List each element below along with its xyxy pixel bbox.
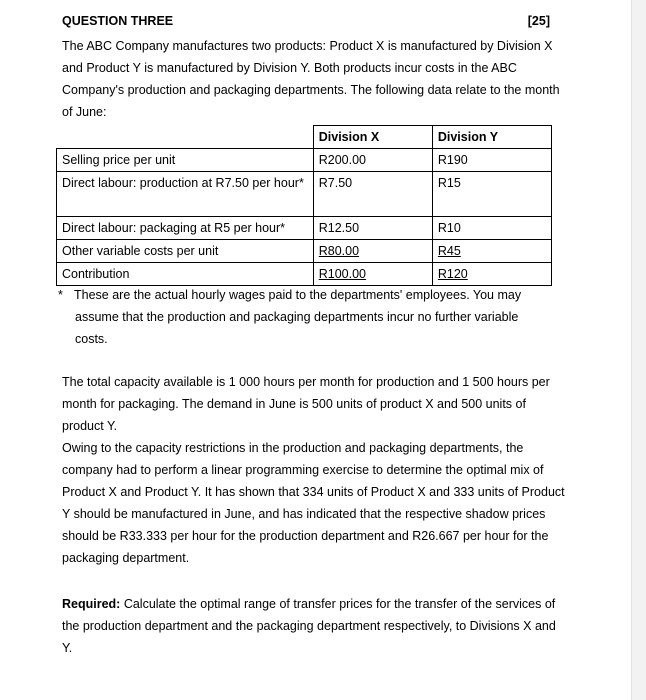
page-edge <box>631 0 646 700</box>
footnote <box>58 284 558 350</box>
linear-programming-paragraph: Owing to the capacity restrictions in the production and packaging departments, the company had to perform a linear programming exercise to determine the optimal mix of Product X and Product Y. It has shown that 334 units of Product X and 333 units of Product Y should be manufactured in June, and has indicated that the respective shadow prices should be R33.333 per hour for the production department and R26.667 per hour for the packaging department. <box>62 441 565 565</box>
required-label: Required: <box>62 597 121 611</box>
table-header-row <box>57 126 552 149</box>
footnote-line-3: costs. <box>75 332 108 346</box>
required-text: Calculate the optimal range of transfer prices for the transfer of the services of the production department and the packaging department respectively, to Divisions X and Y. <box>62 597 556 655</box>
row-label: Contribution <box>57 263 314 286</box>
table-row <box>57 217 552 240</box>
footnote-line-1 <box>58 284 558 306</box>
division-data-table <box>56 125 552 286</box>
intro-paragraph: The ABC Company manufactures two products: Product X is manufactured by Division X and Product Y is manufactured by Division Y. Both products incur costs in the ABC Company's production and packaging departments. The following data relate to the month of June: <box>62 39 560 119</box>
table-header-division-x: Division X <box>313 126 432 149</box>
question-title: QUESTION THREE <box>62 14 174 28</box>
division-x-value <box>313 240 432 263</box>
row-label: Selling price per unit <box>57 149 314 172</box>
table-row <box>57 172 552 217</box>
division-x-value: R12.50 <box>313 217 432 240</box>
question-marks: [25] <box>527 14 550 28</box>
row-label: Other variable costs per unit <box>57 240 314 263</box>
division-y-value: R10 <box>432 217 551 240</box>
table-row <box>57 263 552 286</box>
underlined-value: R120 <box>437 267 468 281</box>
division-x-value: R200.00 <box>313 149 432 172</box>
underlined-value: R80.00 <box>318 244 360 258</box>
division-y-value: R190 <box>432 149 551 172</box>
division-x-value <box>313 263 432 286</box>
table-row <box>57 240 552 263</box>
footnote-line-2: assume that the production and packaging departments incur no further variable <box>75 310 519 324</box>
footnote-marker: * <box>58 288 63 302</box>
division-y-value: R15 <box>432 172 551 217</box>
division-y-value <box>432 263 551 286</box>
footnote-text-1: These are the actual hourly wages paid to the departments' employees. You may <box>74 288 522 302</box>
table-header-division-y: Division Y <box>432 126 551 149</box>
underlined-value: R45 <box>437 244 461 258</box>
division-x-value: R7.50 <box>313 172 432 217</box>
capacity-paragraph: The total capacity available is 1 000 hours per month for production and 1 500 hours per month for packaging. The demand in June is 500 units of product X and 500 units of product Y. <box>62 375 550 433</box>
row-label: Direct labour: packaging at R5 per hour* <box>57 217 314 240</box>
row-label: Direct labour: production at R7.50 per hour* <box>57 172 314 217</box>
division-y-value <box>432 240 551 263</box>
table-row <box>57 149 552 172</box>
required-paragraph <box>62 593 567 659</box>
underlined-value: R100.00 <box>318 267 367 281</box>
question-header <box>62 14 550 28</box>
table-header-blank <box>57 126 314 149</box>
